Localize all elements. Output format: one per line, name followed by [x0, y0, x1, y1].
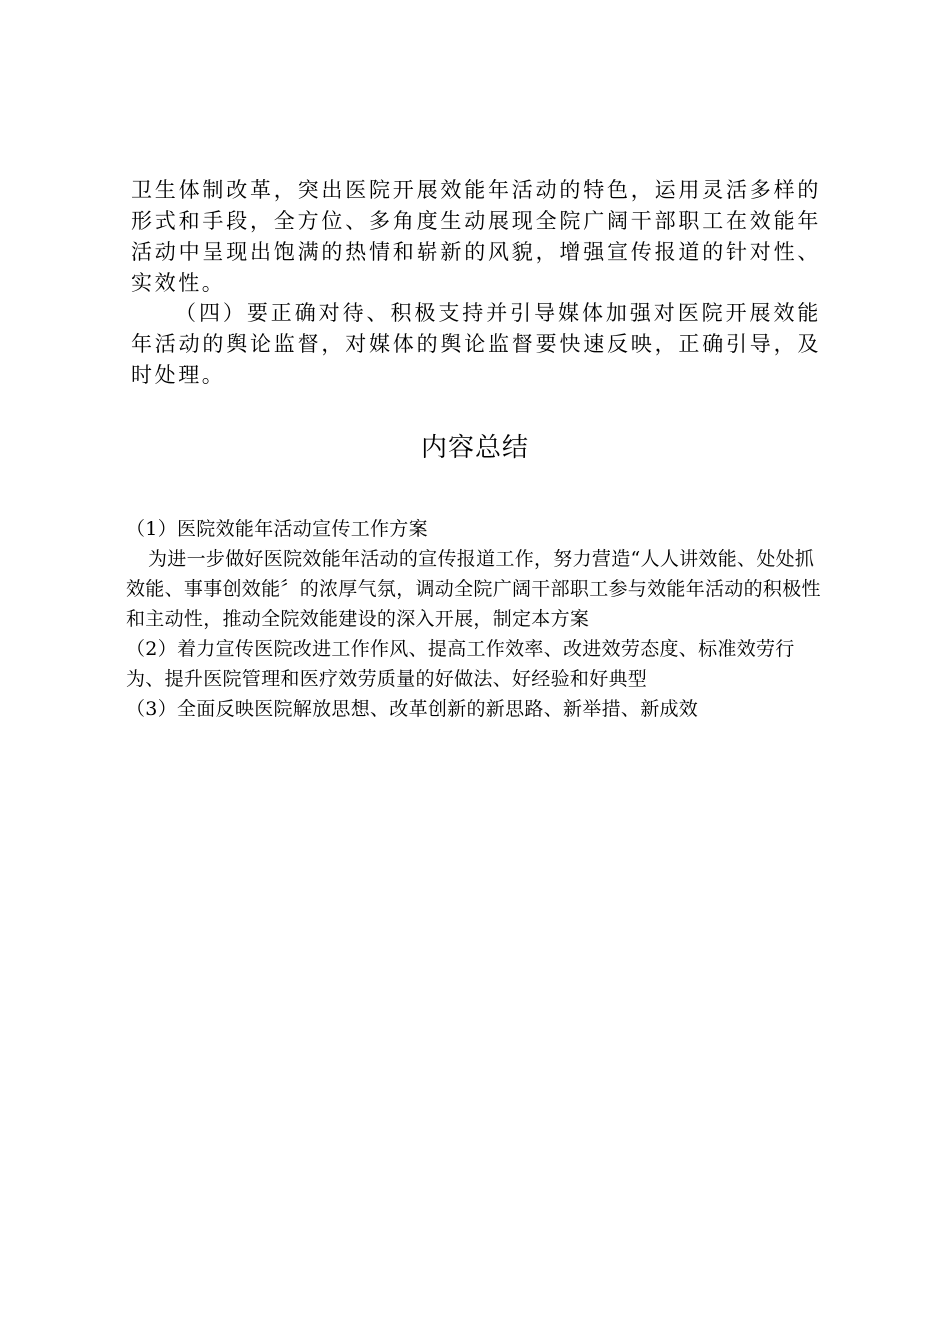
summary-title: 内容总结 [420, 433, 529, 463]
summary-item-3: （3）全面反映医院解放思想、改革创新的新思路、新举措、新成效 [126, 698, 699, 720]
summary-item-1-heading: （1）医院效能年活动宣传工作方案 [126, 518, 428, 540]
paragraph-text: 卫生体制改革，突出医院开展效能年活动的特色，运用灵活多样的形式和手段，全方位、多角度生动展现全院广阔干部职工在效能年活动中呈现出饱满的热情和崭新的风貌，增强宣传报道的针对性、实效性。 [131, 178, 821, 295]
summary-item-1-body: 为进一步做好医院效能年活动的宣传报道工作，努力营造“人人讲效能、处处抓效能、事事创效能〞的浓厚气氛，调动全院广阔干部职工参与效能年活动的积极性和主动性，推动全院效能建设的深入开展，制定本方案 [126, 548, 821, 630]
body-paragraph-continuation [131, 175, 821, 299]
summary-item-2: （2）着力宣传医院改进工作作风、提高工作效率、改进效劳态度、标准效劳行为、提升医院管理和医疗效劳质量的好做法、好经验和好典型 [126, 638, 795, 690]
summary-list [126, 514, 832, 724]
paragraph-text: （四）要正确对待、积极支持并引导媒体加强对医院开展效能年活动的舆论监督，对媒体的舆论监督要快速反映，正确引导，及时处理。 [131, 301, 821, 387]
body-paragraph-four [131, 298, 821, 391]
